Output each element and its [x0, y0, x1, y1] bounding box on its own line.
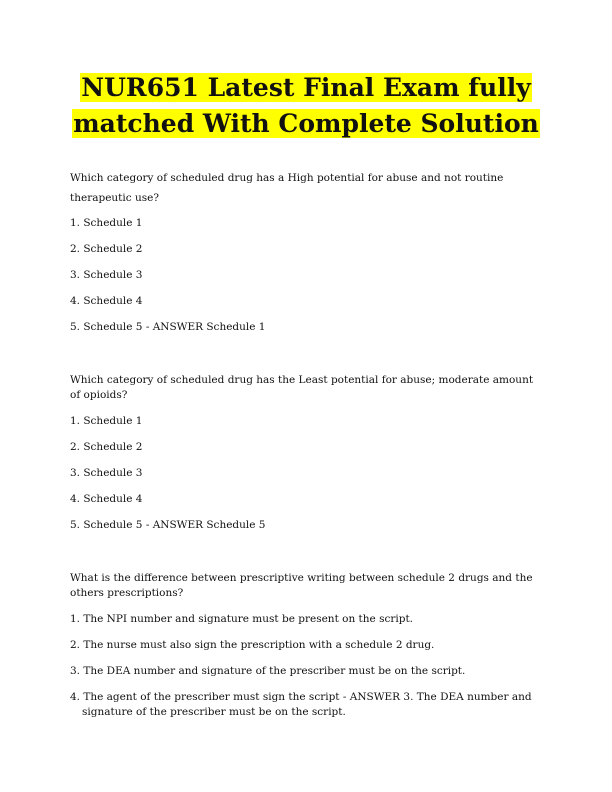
question-3-text: What is the difference between prescriptive writing between schedule 2 drugs and the others prescriptions?: [70, 572, 533, 599]
question-1-option-2: 2. Schedule 2: [70, 243, 143, 255]
title-line-1: NUR651 Latest Final Exam fully: [81, 73, 531, 102]
document-title: [0, 70, 612, 142]
question-2-option-2: 2. Schedule 2: [70, 441, 143, 453]
question-2-option-5: 5. Schedule 5 - ANSWER Schedule 5: [70, 519, 266, 531]
question-2-option-4: 4. Schedule 4: [70, 493, 143, 505]
question-3-option-3: 3. The DEA number and signature of the prescriber must be on the script.: [70, 665, 466, 677]
question-1-text: Which category of scheduled drug has a High potential for abuse and not routine therapeutic use?: [70, 172, 504, 204]
question-1-option-5: 5. Schedule 5 - ANSWER Schedule 1: [70, 321, 266, 333]
question-1-option-4: 4. Schedule 4: [70, 295, 143, 307]
question-2-option-3: 3. Schedule 3: [70, 467, 143, 479]
question-2-option-1: 1. Schedule 1: [70, 415, 143, 427]
question-2-text: Which category of scheduled drug has the Least potential for abuse; moderate amount of opioids?: [70, 374, 534, 401]
question-1-option-1: 1. Schedule 1: [70, 217, 143, 229]
question-3-option-2: 2. The nurse must also sign the prescription with a schedule 2 drug.: [70, 639, 435, 651]
question-1-option-3: 3. Schedule 3: [70, 269, 143, 281]
title-line-2: matched With Complete Solution: [73, 109, 539, 138]
question-3-option-1: 1. The NPI number and signature must be present on the script.: [70, 613, 414, 625]
question-3-option-4: 4. The agent of the prescriber must sign the script - ANSWER 3. The DEA number and signature of the prescriber must be on the script.: [70, 691, 532, 718]
